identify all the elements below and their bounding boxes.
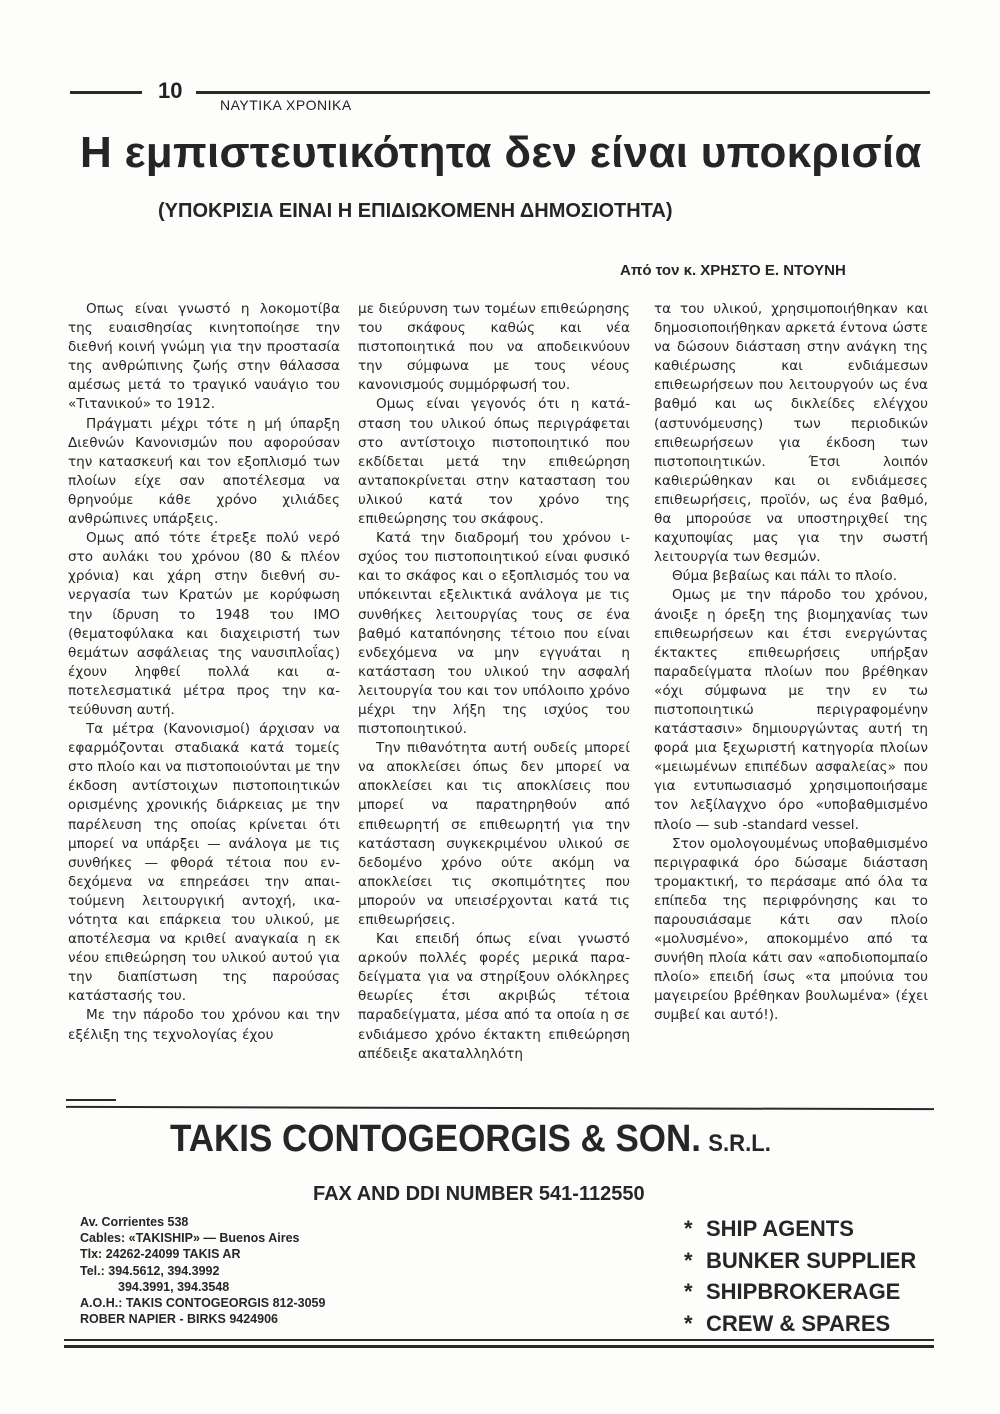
asterisk-icon: *	[684, 1216, 693, 1241]
asterisk-icon: *	[684, 1310, 693, 1336]
ad-top-rule	[66, 1106, 934, 1110]
ad-bottom-rule-1	[64, 1339, 934, 1341]
service-item: * SHIP AGENTS	[684, 1213, 916, 1245]
article-column-1	[68, 300, 340, 1045]
cables-line: Cables: «TAKISHIP» — Buenos Aires	[80, 1231, 300, 1246]
publication-name: ΝΑΥΤΙΚΑ ΧΡΟΝΙΚΑ	[220, 97, 352, 113]
ad-company-name	[170, 1118, 771, 1161]
address-line: Av. Corrientes 538	[80, 1215, 189, 1229]
header-rule-left	[70, 91, 142, 94]
page-number: 10	[158, 78, 183, 103]
article-column-2	[358, 300, 630, 1064]
company-suffix: S.R.L.	[708, 1130, 771, 1157]
company-name: TAKIS CONTOGEORGIS & SON.	[170, 1118, 701, 1160]
ad-bottom-rule-2	[64, 1345, 934, 1348]
paragraph: Τα μέτρα (Κανονισμοί) άρχισαν να εφαρμόζονται σταδιακά κατά τομείς στο πλοίο και να πιστοποιούνται με την έκδοση αντίστοιχων πιστοποιητικών ορισμένης χρονικής διάρκειας με την παρέλευση της οποίας κρίνεται ότι μπορεί να υπάρξει — ανάλογα με τις συνθήκες — φθορά τέτοια που ενδεχόμενα να επηρεάσει την απαιτούμενη λειτουργική αντοχή, ικανότητα και επάρκεια του υλικού, με αποτέλεσμα να κριθεί αναγκαία η εκ νέου επιθεώρηση του υλικού αυτού για την διαπίστωση της παρούσας κατάστασής του.	[68, 721, 340, 1005]
paragraph: Και επειδή όπως είναι γνωστό αρκούν πολλές φορές μερικά παραδείγματα για να στηρίξουν ολόκληρες θεωρίες έτσι ακριβώς τέτοια παραδείγματα, μέσα από τα οποία η σε ενδιάμεσο χρόνο έκτακτη επιθεώρηση απέδειξε ακαταλληλότη	[358, 931, 630, 1062]
telephone-line-2: 394.3991, 394.3548	[118, 1279, 230, 1294]
paragraph: Με την πάροδο του χρόνου και την εξέλιξη της τεχνολογίας έχου	[68, 1007, 340, 1043]
ad-services-list	[684, 1213, 916, 1339]
aoh-line: A.O.H.: TAKIS CONTOGEORGIS 812-3059	[80, 1296, 326, 1311]
paragraph: Ομως είναι γεγονός ότι η κατάσταση του υλικού όπως περιγράφεται στο αντίστοιχο πιστοποιητικό που εκδίδεται μετά την επιθεώρηση ανταποκρίνεται στην κατασταση του υλικού κατά τον χρόνο της επιθεώρησης του σκάφους.	[358, 396, 630, 528]
paragraph: Στον ομολογουμένως υποβαθμισμένο περιγραφικά όρο δώσαμε διάσταση τρομακτική, το περάσαμε από όλα τα επίπεδα της περιφρόνησης και το παρουσιάσαμε κάτι σαν πλοίο «μολυσμένο», αποκομμένο από τα συνήθη πλοία κάτι σαν «αποδιοπομπαίο πλοίο» επειδή ίσως «τα μπούνια του μαγειρείου βρέθηκαν βουλωμένα» (έχει συμβεί και αυτό!).	[654, 835, 928, 1024]
paragraph: Ομως με την πάροδο του χρόνου, άνοιξε η όρεξη της βιομηχανίας των επιθεωρήσεων και έτσι ενεργώντας έκτακτες επιθεωρήσεις υπήρξαν παραδείγματα πλοίων που βρέθηκαν «όχι σύμφωνα με την εν τω πιστοποιητικώ περιγραφομένην κατάστασιν» δημιουργώντας αυτή τη φορά μια ξεχωριστή κατηγορία πλοίων «μειωμένων επιπέδων ασφαλείας» που για εντυπωσιασμό χρησιμοποιήσαμε τον λεξίλαγχνο όρο «υποβαθμισμένο πλοίο — sub -standard vessel.	[654, 587, 928, 833]
asterisk-icon: *	[684, 1279, 693, 1304]
service-item: * CREW & SPARES	[684, 1308, 916, 1340]
ad-contact-block	[80, 1214, 325, 1327]
paragraph: Ομως από τότε έτρεξε πολύ νερό στο αυλάκι του χρόνου (80 & πλέον χρόνια) και χάρη στην διεθνή συνεργασία των Κρατών με κορύφωση την ίδρυση το 1948 του IMO (θεματοφύλακα και διαχειριστή των θεμάτων ασφάλειας της ναυσιπλοΐας) έχουν ληφθεί πολλά και αποτελεσματικά μέτρα προς την κατεύθυνση αυτή.	[68, 530, 340, 718]
header-rule-right	[196, 91, 930, 94]
paragraph: Oπως είναι γνωστό η λοκομοτίβα της ευαισθησίας κινητοποίησε την διεθνή κοινή γνώμη για την προστασία της ανθρώπινης ζωής στην θάλασσα αμέσως μετά το τραγικό ναυάγιο του «Τιτανικού» το 1912.	[68, 301, 340, 413]
ad-fax-number: FAX AND DDI NUMBER 541-112550	[313, 1183, 645, 1205]
article-column-3	[654, 300, 928, 1026]
service-item: * BUNKER SUPPLIER	[684, 1245, 916, 1277]
telex-line: Tlx: 24262-24099 TAKIS AR	[80, 1247, 241, 1262]
article-byline: Από τον κ. ΧΡΗΣΤΟ Ε. ΝΤΟΥΝΗ	[620, 262, 846, 279]
service-item: * SHIPBROKERAGE	[684, 1276, 916, 1308]
paragraph: Πράγματι μέχρι τότε η μή ύπαρξη Διεθνών Κανονισμών που αφορούσαν την κατασκευή και τον εξοπλισμό των πλοίων είχε σαν αποτέλεσμα να θρηνούμε κάθε χρόνο χιλιάδες ανθρώπινες υπάρξεις.	[68, 415, 340, 528]
ad-top-rule-short	[66, 1099, 116, 1101]
paragraph: Κατά την διαδρομή του χρόνου ισχύος του πιστοποιητικού είναι φυσικό και το σκάφος και ο εξοπλισμός του να υπόκεινται εξελικτικά ανάλογα με τις συνθήκες λειτουργίας τους σε ένα βαθμό καταπόνησης τέτοιο που είναι ενδεχόμενα να μην εγγυάται η κατάσταση του υλικού την ασφαλή λειτουργία του και τον υπόλοιπο χρόνο μέχρι την λήξη της ισχύος του πιστοποιητικού.	[358, 530, 630, 738]
asterisk-icon: *	[684, 1247, 693, 1273]
paragraph: με διεύρυνση των τομέων επιθεώρησης του σκάφους καθώς και νέα πιστοποιητικά που να αποδεικνύουν την σύμφωνα με τους νέους κανονισμούς συμμόρφωσή του.	[358, 301, 630, 394]
paragraph: τα του υλικού, χρησιμοποιήθηκαν και δημοσιοποιήθηκαν αρκετά έντονα ώστε να δώσουν διάσταση στην ανάγκη της καθιέρωσης και ενδιάμεσων επιθεωρήσεων που λειτουργούν ως ένα βαθμό και ως δικλείδες ελέγχου (αστυνόμευσης) των περιοδικών επιθεωρήσεων για έκδοση των πιστοποιητικών. Έτσι λοιπόν καθιερώθηκαν και οι ενδιάμεσες επιθεωρήσεις, προϊόν, ως ένα βαθμό, θα μπορούσε να υποστηριχθεί της καχυποψίας μας για την σωστή λειτουργία των θεσμών.	[654, 301, 928, 566]
napier-line: ROBER NAPIER - BIRKS 9424906	[80, 1312, 278, 1327]
article-subtitle: (ΥΠΟΚΡΙΣΙΑ ΕΙΝΑΙ Η ΕΠΙΔΙΩΚΟΜΕΝΗ ΔΗΜΟΣΙΟΤΗΤΑ)	[158, 200, 673, 222]
article-title: Η εμπιστευτικότητα δεν είναι υποκρισία	[80, 128, 922, 177]
paragraph: Θύμα βεβαίως και πάλι το πλοίο.	[672, 568, 898, 585]
paragraph: Την πιθανότητα αυτή ουδείς μπορεί να αποκλείσει όπως δεν μπορεί να αποκλείσει και τις αποκλίσεις που μπορεί να παρατηρηθούν από επιθεωρητή σε επιθεωρητή για την κατάσταση συγκεκριμένου υλικού σε δεδομένο χρόνο ούτε ακόμη να αποκλείσει τις σκοπιμότητες που μπορούν να υπεισέρχονται κατά τις επιθεωρήσεις.	[358, 740, 630, 928]
telephone-line: Tel.: 394.5612, 394.3992	[80, 1263, 220, 1278]
